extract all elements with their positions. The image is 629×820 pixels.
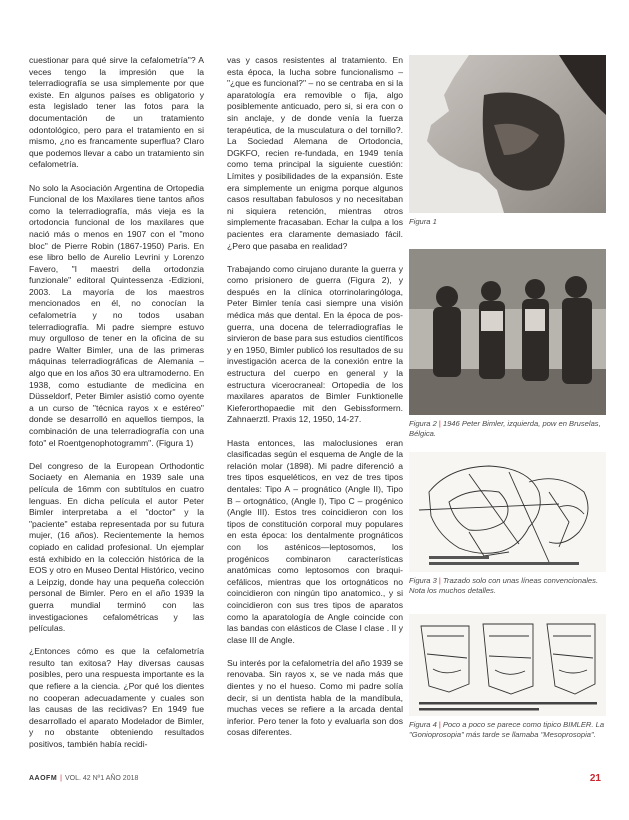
text-column-left [29,55,204,762]
figure-caption-text: 1946 Peter Bimler, izquierda, pow en Bruselas, Bélgica. [409,419,601,438]
paragraph: cuestionar para qué sirve la cefalometría"? A veces tengo la impresión que la telerradiografía se usa simplemente por que existe. En algunos países es obligatorio y esta legislado tener las fotos para la documentación de un tratamiento odontológico, pero para el tratamiento en si mismo, ¿no es francamente superflua? Claro que podemos llevar a cabo un tratamiento sin cefalometría. [29,55,204,170]
figure-caption: Figura 4 | Poco a poco se parece como tipico BIMLER. La "Gonioprosopia" más tarde se llamaba "Mesoprosopia". [409,720,605,739]
facial-pattern-diagrams [409,614,606,716]
paragraph: ¿Entonces cómo es que la cefalometría resulto tan exitosa? Hay diversas causas posibles, pero una respuesta importante es la que refiere a la ciencia. ¿Por qué los dientes no cooperan adecuadamente y cuales son las causas de las recidivas? En 1949 fue desarrollado el aparato Modelador de Bimler, y no obstante obteniendo resultados positivos, también había recidi- [29,646,204,750]
paragraph: vas y casos resistentes al tratamiento. En esta época, la lucha sobre funcionalismo – "¿que es funcional?" – no se centraba en si la aparatología era removible o fija, algo posiblemente anticuado, pero si, si era con o sin anclaje, y de donde venía la fuerza terapéutica, de la musculatura o del tornillo?. La Sociedad Alemana de Ortodoncia, DGKFO, recien re-fundada, en 1949 tenía como tema principal la siguiente cuestión: Límites y posibilidades de la expansión. Este era simplemente un enigma porque algunos casos resultaban fabulosos y no necesitaban ni siquiera retención, mientras otros simplemente fracasaban. Echar la culpa a los pacientes era claramente demasiado fácil. ¿Pero que pasaba en realidad? [227,55,403,251]
issue-info: VOL. 42 Nº1 AÑO 2018 [65,775,139,782]
figure-label: Figura 3 [409,576,437,585]
figure-label: Figura 2 [409,419,437,428]
page-number: 21 [589,773,601,784]
paragraph: Del congreso de la European Orthodontic Sociaety en Alemania en 1939 sale una película de 16mm con subtítulos en cuatro lenguas. En dicha película el autor Peter Bimler interpretaba a el "doctor" y la "paciente" estaba representada por su futura mujer, (16 años). Recientemente la hemos copiado en calidad profesional. Un ejemplar está exhibido en la colección histórica de la EOS y otro en Museo Dental Histórico, vecino a Leipzig, donde hay una pequeña colección personal de Bimler. Pero en el año 1939 la guerra mundial terminó con las investigaciones cefalométricas y las películas. [29,460,204,634]
page-footer: AAOFM | VOL. 42 Nº1 AÑO 2018 21 [29,773,601,784]
paragraph: Hasta entonces, las maloclusiones eran clasificadas según el esquema de Angle de la relación molar (1898). Mi padre diferenció a tres tipos esqueléticos, en vez de tres tipos dentales: Tipo A – prognático (Angle II), Tipo B – ortognático, (Angle I), Tipo C – progénico (Angle III). Estos tres coincidieron con los tipos de constitución corporal muy populares en esta época: los dentalmente prognáticos con los asténicos—leptosomos, los progénicos combinaron características anatómicas como leptosomos con braqui-cefálicos, mientras que los ortognáticos no coincidieron con ningún tipo anatomico., y si coincidieron con sus tres tipos de aparatos como la aparatología de Angle coincide con las bandas con elásticos de Clase I clase . II y clase III de Angle. [227,437,403,645]
figure-2 [409,249,606,439]
figure-3 [409,452,606,596]
text-column-middle [227,55,403,751]
figure-caption: Figura 3 | Trazado solo con unas líneas convencionales. Nota los muchos detalles. [409,576,599,595]
profile-xray-photo [409,55,606,213]
paragraph: Su interés por la cefalometría del año 1939 se renovaba. Sin rayos x, se ve nada más que dientes y no el hueso. Como mi padre solía decir, si un dentista habla de la mandíbula, muchas veces se refiere a la arcada dental inferior. Pero tener la foto y evaluarla son dos cosas diferentes. [227,657,403,738]
group-photo [409,249,606,415]
figure-4 [409,614,606,740]
figure-1 [409,55,606,227]
paragraph: Trabajando como cirujano durante la guerra y como prisionero de guerra (Figura 2), y después en la clínica otorrinolaringóloga, Peter Bimler tenía casi siempre una visión médica más que dental. En la época de pos-guerra, una docena de telerradiografías le sirvieron de base para sus estudios científicos y en 1950, Bimler publicó los resultados de su investigación acerca de la conexión entre la estructura del cuerpo en general y la estructura vicerocraneal: Ortopedia de los maxilares aparatos de Bimler Funktionelle Kieferorthopaedie mit den Gebissformern. Zahnaerztl. Praxis 12, 1950, 14-27. [227,263,403,425]
figure-caption: Figura 2 | 1946 Peter Bimler, izquierda, pow en Bruselas, Bélgica. [409,419,601,438]
paragraph: No solo la Asociación Argentina de Ortopedia Funcional de los Maxilares tiene tantos años como la telerradiografía, más vieja es la ortodoncia funcional de los maxilares que nació más o menos en 1907 con el "mono bloc" de Pierre Robin (1867-1950) Paris. En ese libro bello de Aurelio Levrini y Lorenzo Favero, "I maestri della ortodonzia funzionale" editoral Quintessenza -Edizioni, 2003. La mayoría de los maestros mencionados en él, no conocían la cefalometría y no todos usaban telerradiografía. Mi padre siempre estuvo muy orgulloso de tener en la oficina de su padre Walter Bimler, una de las primeras máquinas telerradiográficas de Alemania – algo que en los años 30 era ultramoderno. En 1938, como estudiante de medicina en Düsseldorf, Peter Bimler asistió como oyente a un curso de "técnica rayos x e estéreo" donde se desarrolló en aquellos tiempos, la combinación de una telerradiografía con una foto" el Roentgenophotogramm". (Figura 1) [29,182,204,448]
figure-caption: Figura 1 [409,217,437,226]
figure-label: Figura 4 [409,720,437,729]
cephalometric-tracing [409,452,606,572]
figure-caption-text: Trazado solo con unas líneas convencionales. Nota los muchos detalles. [409,576,599,595]
figure-caption-text: Poco a poco se parece como tipico BIMLER. La "Gonioprosopia" más tarde se llamaba "Mesoprosopia". [409,720,605,739]
journal-name: AAOFM [29,775,58,782]
